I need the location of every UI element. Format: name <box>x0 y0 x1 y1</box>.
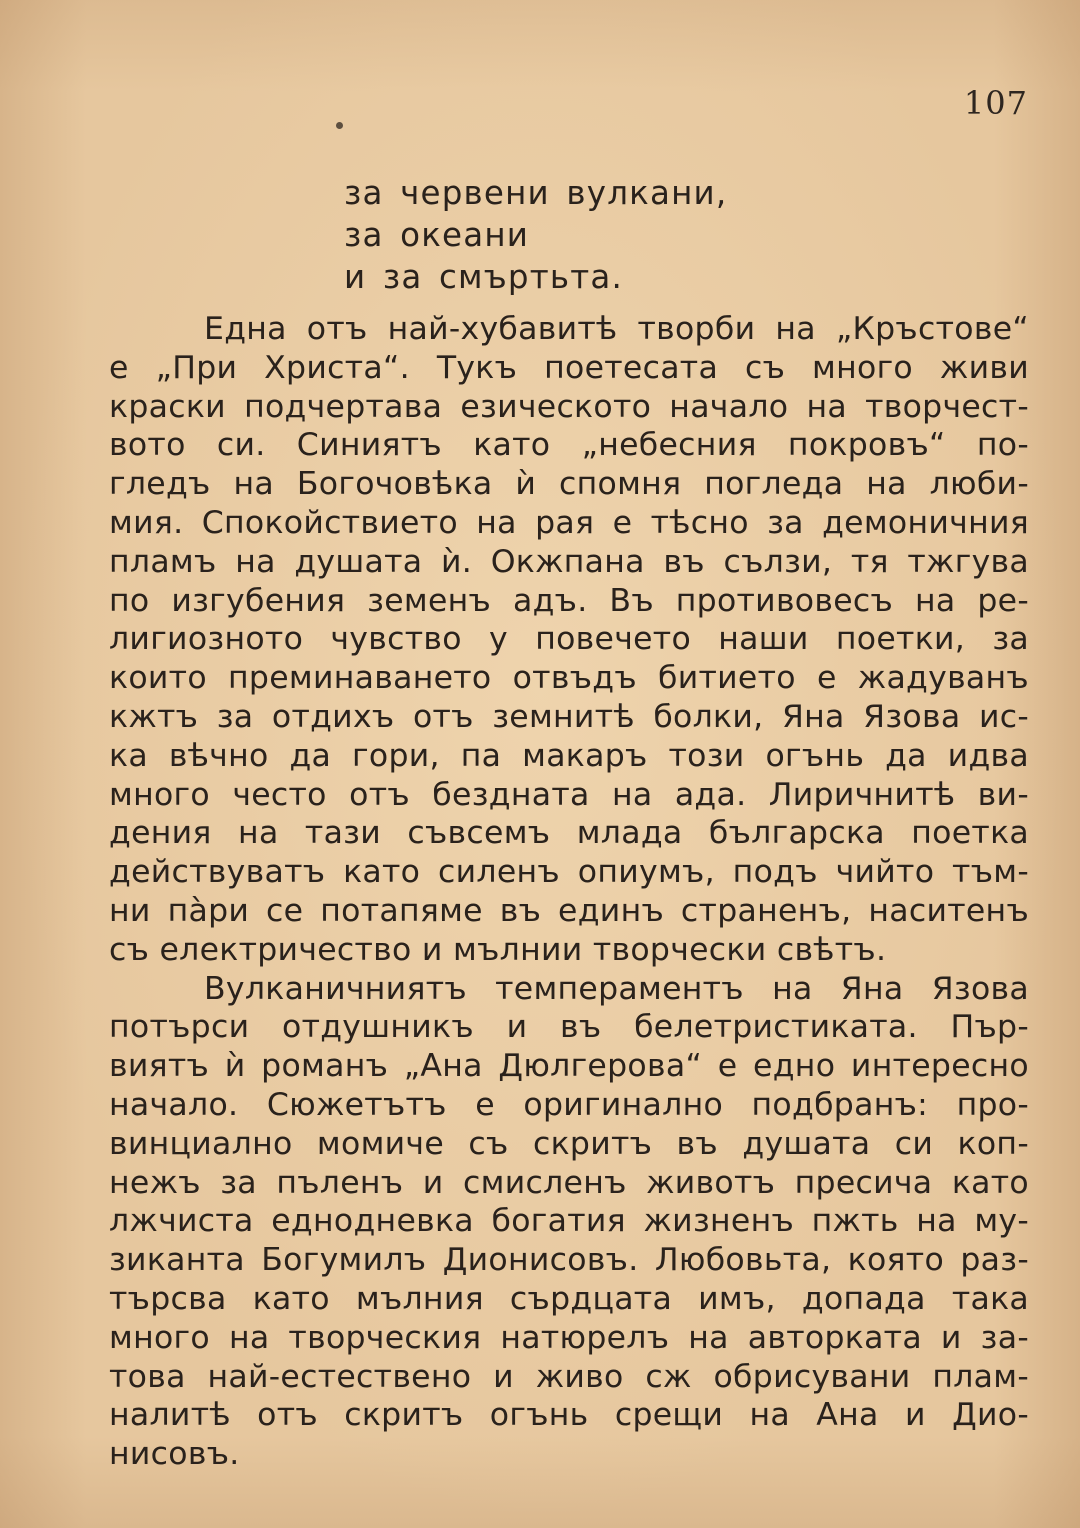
paragraph-line: нисовъ. <box>109 1436 240 1473</box>
paragraph-line: лигиозното чувство у повечето наши поетки, за <box>109 621 1029 658</box>
paragraph-line: потърси отдушникъ и въ белетристиката. Пър- <box>109 1009 1029 1046</box>
paragraph-line: по изгубения земенъ адъ. Въ противовесъ на ре- <box>109 582 1029 619</box>
paragraph-line: нежъ за пъленъ и смисленъ животъ пресича като <box>109 1164 1029 1201</box>
body-text <box>109 310 1029 1474</box>
paragraph-line: кжтъ за отдихъ отъ земнитѣ болки, Яна Язова ис- <box>109 698 1029 735</box>
paragraph-line: мия. Спокойствието на рая е тѣсно за демоничния <box>109 504 1029 541</box>
paragraph-line: е „При Христа“. Тукъ поетесата съ много живи <box>109 349 1029 386</box>
paragraph-line: краски подчертава езическото начало на творчест- <box>109 388 1029 425</box>
paragraph-line: това най-естествено и живо сж обрисувани плам- <box>109 1358 1029 1395</box>
paragraph-line: Една отъ най-хубавитѣ творби на „Кръстове“ <box>204 311 1029 347</box>
page-number: 107 <box>963 84 1028 122</box>
paragraph-line: лжчиста еднодневка богатия жизненъ пжть на му- <box>109 1203 1029 1240</box>
paragraph-line: ни пàри се потапяме въ единъ страненъ, наситенъ <box>109 892 1029 929</box>
paragraph-line: дения на тази съвсемъ млада българска поетка <box>109 815 1029 852</box>
paragraph-line: действуватъ като силенъ опиумъ, подъ чийто тъм- <box>109 854 1029 891</box>
verse-line: за океани <box>344 216 530 254</box>
ink-speck <box>336 122 343 129</box>
verse-block <box>344 172 727 298</box>
paragraph-line: много на творческия натюрелъ на авторката и за- <box>109 1319 1029 1356</box>
paragraph-line: търсва като мълния сърдцата имъ, допада така <box>109 1280 1029 1317</box>
paragraph-line: винциално момиче съ скритъ въ душата си коп- <box>109 1125 1029 1162</box>
paragraph-line: зиканта Богумилъ Дионисовъ. Любовьта, която раз- <box>109 1242 1029 1279</box>
paragraph-line: виятъ ѝ романъ „Ана Дюлгерова“ е едно интересно <box>109 1048 1029 1085</box>
paragraph-line: които преминаването отвъдъ битието е жадуванъ <box>109 660 1029 697</box>
verse-line: и за смъртьта. <box>344 258 624 296</box>
paragraph-line: вото си. Синиятъ като „небесния покровъ“ по- <box>109 427 1029 464</box>
paragraph-line: много често отъ бездната на ада. Лиричнитѣ ви- <box>109 776 1029 813</box>
paragraph-line: налитѣ отъ скритъ огънь срещи на Ана и Дио- <box>109 1397 1029 1434</box>
paragraph-line: ка вѣчно да гори, па макаръ този огънь да идва <box>109 737 1029 774</box>
verse-line: за червени вулкани, <box>344 174 728 212</box>
paragraph-line: съ електричество и мълнии творчески свѣтъ. <box>109 931 887 968</box>
paragraph-line: пламъ на душата ѝ. Окжпана въ сълзи, тя тжгува <box>109 543 1029 580</box>
paragraph-line: Вулканичниятъ темпераментъ на Яна Язова <box>204 970 1029 1007</box>
paragraph-line: начало. Сюжетътъ е оригинално подбранъ: про- <box>109 1086 1029 1123</box>
paragraph-line: гледъ на Богочовѣка ѝ спомня погледа на люби- <box>109 466 1029 503</box>
